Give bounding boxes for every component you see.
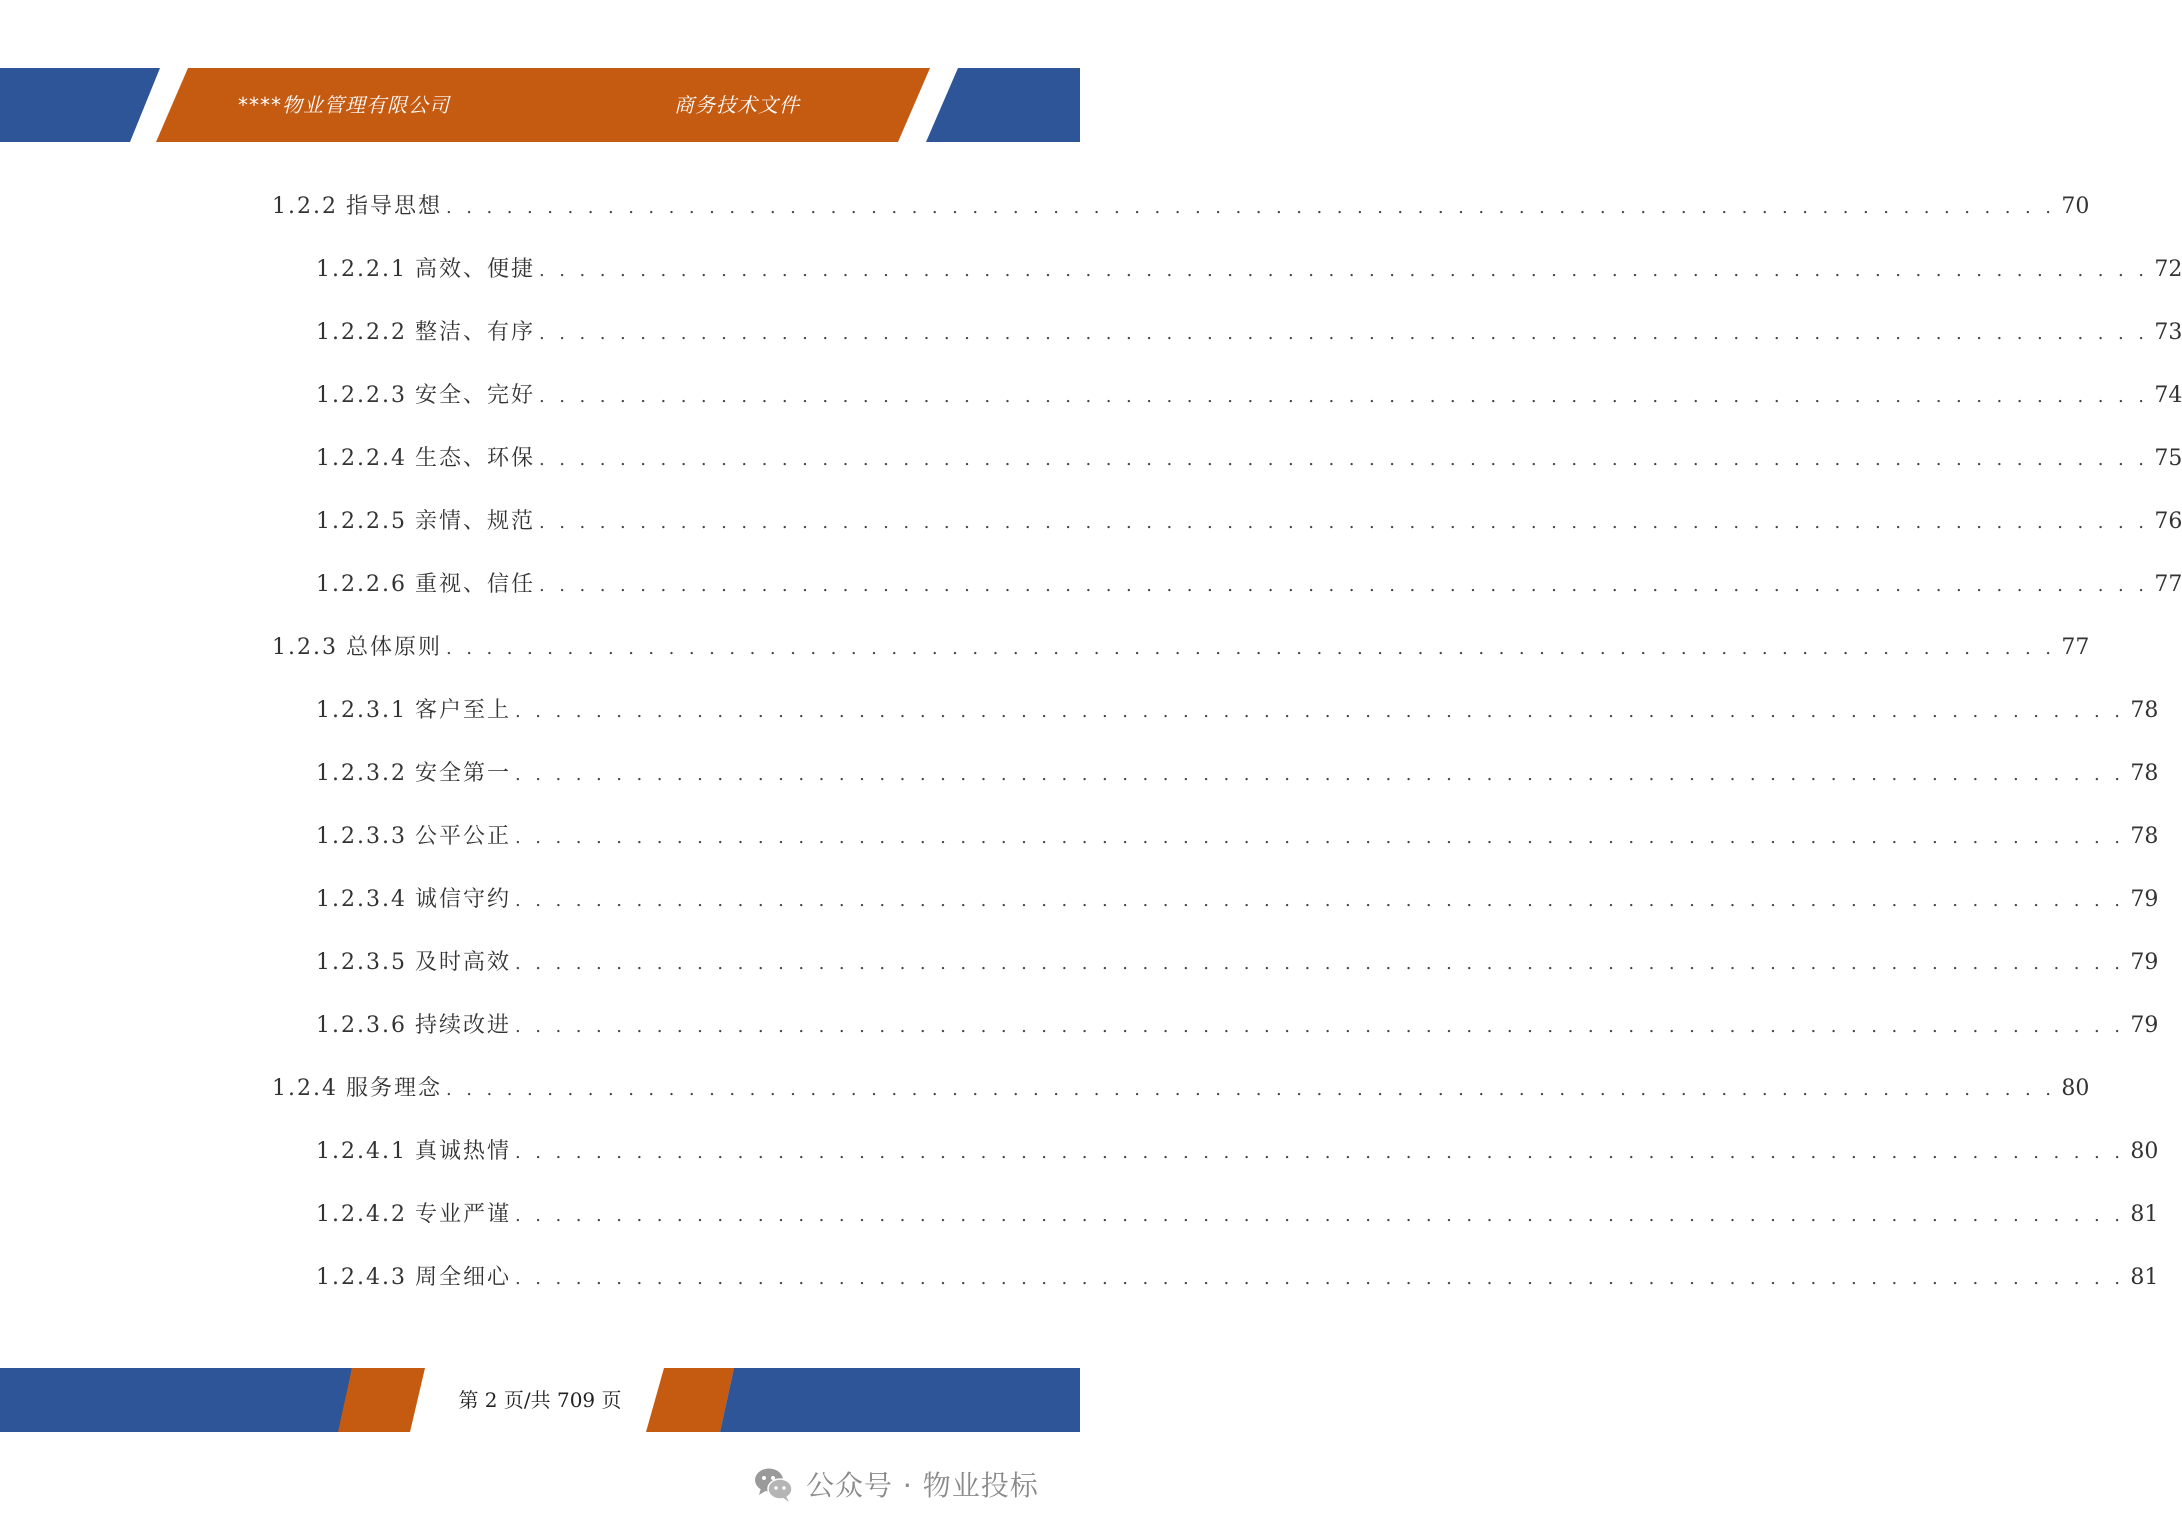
toc-leader-dots: . . . . . . . . . . . . . . . . . . . . . . . . . . . . . . . . . . . . . . . . . . . . . . . . . . . . . . . . . . . . . . . . . . . . . . . . . . . . . . . . — [446, 638, 2056, 659]
header-doc-type: 商务技术文件 — [674, 93, 800, 117]
toc-entry[interactable] — [316, 439, 2182, 479]
toc-entry[interactable] — [316, 754, 2159, 794]
toc-entry-page: 75 — [2154, 446, 2182, 471]
toc-entry-page: 77 — [2061, 635, 2090, 660]
toc-leader-dots: . . . . . . . . . . . . . . . . . . . . . . . . . . . . . . . . . . . . . . . . . . . . . . . . . . . . . . . . . . . . . . . . . . . . . . . . . . . . . . . . — [538, 386, 2149, 407]
toc-entry-number: 1.2.4.1 — [316, 1139, 407, 1164]
toc-entry-number: 1.2.2.2 — [316, 320, 407, 345]
toc-entry[interactable] — [316, 502, 2182, 542]
toc-entry-title: 高效、便捷 — [414, 257, 535, 282]
toc-entry-page: 76 — [2154, 509, 2182, 534]
footer-blue-left — [0, 1368, 352, 1432]
wechat-icon — [752, 1462, 796, 1506]
toc-entry-number: 1.2.3.6 — [316, 1013, 407, 1038]
toc-entry-number: 1.2.4.3 — [316, 1265, 407, 1290]
toc-entry-title: 周全细心 — [414, 1265, 511, 1290]
toc-entry-title: 重视、信任 — [414, 572, 535, 597]
toc-entry-number: 1.2.3.4 — [316, 887, 407, 912]
toc-entry-page: 74 — [2154, 383, 2182, 408]
toc-entry-title: 服务理念 — [345, 1076, 442, 1101]
toc-entry[interactable] — [316, 376, 2182, 416]
header-blue-right — [926, 68, 1080, 142]
toc-entry-page: 73 — [2154, 320, 2182, 345]
toc-entry-number: 1.2.4.2 — [316, 1202, 407, 1227]
toc-entry-number: 1.2.3.1 — [316, 698, 407, 723]
toc-entry[interactable] — [316, 817, 2159, 857]
toc-entry[interactable] — [316, 1006, 2159, 1046]
footer-orange-left — [338, 1368, 425, 1432]
header-band-graphic — [0, 68, 1080, 142]
toc-entry[interactable] — [316, 1258, 2159, 1298]
toc-entry-page: 78 — [2130, 824, 2159, 849]
header-blue-left — [0, 68, 160, 142]
toc-entry-page: 78 — [2130, 761, 2159, 786]
toc-entry-page: 72 — [2154, 257, 2182, 282]
toc-leader-dots: . . . . . . . . . . . . . . . . . . . . . . . . . . . . . . . . . . . . . . . . . . . . . . . . . . . . . . . . . . . . . . . . . . . . . . . . . . . . . . . . — [538, 575, 2149, 596]
toc-entry-title: 诚信守约 — [414, 887, 511, 912]
toc-leader-dots: . . . . . . . . . . . . . . . . . . . . . . . . . . . . . . . . . . . . . . . . . . . . . . . . . . . . . . . . . . . . . . . . . . . . . . . . . . . . . . . . — [514, 1268, 2125, 1289]
toc-entry-number: 1.2.3.5 — [316, 950, 407, 975]
toc-leader-dots: . . . . . . . . . . . . . . . . . . . . . . . . . . . . . . . . . . . . . . . . . . . . . . . . . . . . . . . . . . . . . . . . . . . . . . . . . . . . . . . . — [514, 701, 2125, 722]
footer-page-label: 第 2 页/共 709 页 — [458, 1388, 622, 1412]
toc-entry-number: 1.2.2.4 — [316, 446, 407, 471]
toc-leader-dots: . . . . . . . . . . . . . . . . . . . . . . . . . . . . . . . . . . . . . . . . . . . . . . . . . . . . . . . . . . . . . . . . . . . . . . . . . . . . . . . . — [446, 197, 2056, 218]
toc-entry-number: 1.2.2 — [272, 194, 338, 219]
toc-leader-dots: . . . . . . . . . . . . . . . . . . . . . . . . . . . . . . . . . . . . . . . . . . . . . . . . . . . . . . . . . . . . . . . . . . . . . . . . . . . . . . . . — [514, 1142, 2125, 1163]
toc-entry-title: 及时高效 — [414, 950, 511, 975]
toc-entry-page: 81 — [2130, 1265, 2159, 1290]
toc-entry-number: 1.2.3.2 — [316, 761, 407, 786]
watermark — [752, 1462, 1039, 1506]
toc-entry-title: 指导思想 — [345, 194, 442, 219]
toc-entry-page: 80 — [2061, 1076, 2090, 1101]
toc-entry-title: 亲情、规范 — [414, 509, 535, 534]
toc-entry-number: 1.2.2.5 — [316, 509, 407, 534]
toc-entry-page: 78 — [2130, 698, 2159, 723]
toc-entry-title: 生态、环保 — [414, 446, 535, 471]
toc-leader-dots: . . . . . . . . . . . . . . . . . . . . . . . . . . . . . . . . . . . . . . . . . . . . . . . . . . . . . . . . . . . . . . . . . . . . . . . . . . . . . . . . — [538, 449, 2149, 470]
toc-entry-number: 1.2.2.3 — [316, 383, 407, 408]
toc-entry-page: 81 — [2130, 1202, 2159, 1227]
toc-entry-number: 1.2.3 — [272, 635, 338, 660]
toc-leader-dots: . . . . . . . . . . . . . . . . . . . . . . . . . . . . . . . . . . . . . . . . . . . . . . . . . . . . . . . . . . . . . . . . . . . . . . . . . . . . . . . . — [538, 260, 2149, 281]
toc-entry-page: 77 — [2154, 572, 2182, 597]
toc-entry-number: 1.2.3.3 — [316, 824, 407, 849]
toc-entry-title: 真诚热情 — [414, 1139, 511, 1164]
toc-entry-number: 1.2.2.6 — [316, 572, 407, 597]
toc-entry-title: 公平公正 — [414, 824, 511, 849]
toc-leader-dots: . . . . . . . . . . . . . . . . . . . . . . . . . . . . . . . . . . . . . . . . . . . . . . . . . . . . . . . . . . . . . . . . . . . . . . . . . . . . . . . . — [538, 512, 2149, 533]
toc-leader-dots: . . . . . . . . . . . . . . . . . . . . . . . . . . . . . . . . . . . . . . . . . . . . . . . . . . . . . . . . . . . . . . . . . . . . . . . . . . . . . . . . — [514, 1205, 2125, 1226]
watermark-text: 公众号 · 物业投标 — [806, 1469, 1039, 1502]
toc-leader-dots: . . . . . . . . . . . . . . . . . . . . . . . . . . . . . . . . . . . . . . . . . . . . . . . . . . . . . . . . . . . . . . . . . . . . . . . . . . . . . . . . — [514, 764, 2125, 785]
page-footer — [0, 1368, 1080, 1432]
toc-entry-page: 79 — [2130, 950, 2159, 975]
toc-entry-number: 1.2.2.1 — [316, 257, 407, 282]
toc-leader-dots: . . . . . . . . . . . . . . . . . . . . . . . . . . . . . . . . . . . . . . . . . . . . . . . . . . . . . . . . . . . . . . . . . . . . . . . . . . . . . . . . — [446, 1079, 2056, 1100]
toc-entry[interactable] — [272, 187, 2090, 227]
toc-entry-page: 79 — [2130, 1013, 2159, 1038]
toc-entry-number: 1.2.4 — [272, 1076, 338, 1101]
toc-leader-dots: . . . . . . . . . . . . . . . . . . . . . . . . . . . . . . . . . . . . . . . . . . . . . . . . . . . . . . . . . . . . . . . . . . . . . . . . . . . . . . . . — [538, 323, 2149, 344]
toc-entry[interactable] — [316, 1132, 2159, 1172]
toc-entry-title: 整洁、有序 — [414, 320, 535, 345]
toc-entry[interactable] — [316, 880, 2159, 920]
toc-entry-title: 客户至上 — [414, 698, 511, 723]
footer-orange-right — [646, 1368, 734, 1432]
toc-entry-page: 80 — [2130, 1139, 2159, 1164]
toc-entry[interactable] — [316, 313, 2182, 353]
toc-entry-page: 79 — [2130, 887, 2159, 912]
toc-entry-page: 70 — [2061, 194, 2090, 219]
footer-blue-right — [720, 1368, 1080, 1432]
toc-entry[interactable] — [316, 250, 2182, 290]
toc-entry[interactable] — [272, 1069, 2090, 1109]
toc-entry-title: 总体原则 — [345, 635, 442, 660]
toc-entry[interactable] — [316, 691, 2159, 731]
toc-leader-dots: . . . . . . . . . . . . . . . . . . . . . . . . . . . . . . . . . . . . . . . . . . . . . . . . . . . . . . . . . . . . . . . . . . . . . . . . . . . . . . . . — [514, 827, 2125, 848]
toc-entry[interactable] — [316, 943, 2159, 983]
toc-entry-title: 安全第一 — [414, 761, 511, 786]
toc-entry-title: 持续改进 — [414, 1013, 511, 1038]
toc-leader-dots: . . . . . . . . . . . . . . . . . . . . . . . . . . . . . . . . . . . . . . . . . . . . . . . . . . . . . . . . . . . . . . . . . . . . . . . . . . . . . . . . — [514, 890, 2125, 911]
toc-entry-title: 专业严谨 — [414, 1202, 511, 1227]
toc-entry[interactable] — [316, 565, 2182, 605]
header-company-name: ****物业管理有限公司 — [238, 93, 450, 117]
toc-leader-dots: . . . . . . . . . . . . . . . . . . . . . . . . . . . . . . . . . . . . . . . . . . . . . . . . . . . . . . . . . . . . . . . . . . . . . . . . . . . . . . . . — [514, 1016, 2125, 1037]
toc-leader-dots: . . . . . . . . . . . . . . . . . . . . . . . . . . . . . . . . . . . . . . . . . . . . . . . . . . . . . . . . . . . . . . . . . . . . . . . . . . . . . . . . — [514, 953, 2125, 974]
toc-entry-title: 安全、完好 — [414, 383, 535, 408]
toc-entry[interactable] — [272, 628, 2090, 668]
page-header — [0, 68, 1080, 142]
toc-entry[interactable] — [316, 1195, 2159, 1235]
